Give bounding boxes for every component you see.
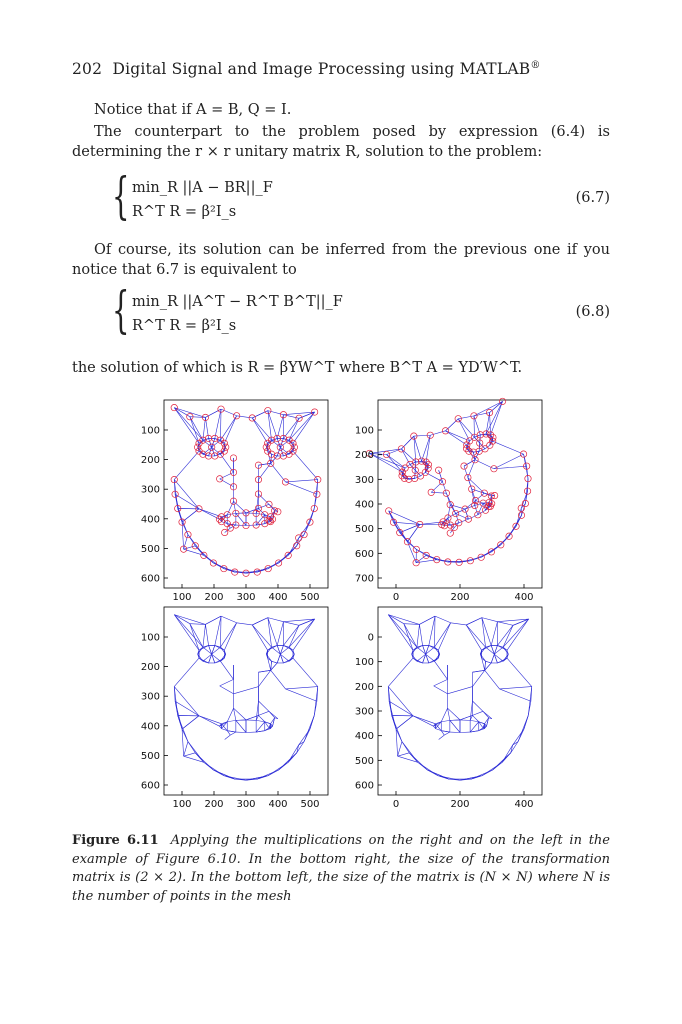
mesh-edge bbox=[500, 687, 532, 689]
mesh-edge bbox=[224, 776, 246, 781]
figure-caption bbox=[72, 832, 610, 906]
caption-label: Figure 6.11 bbox=[72, 833, 159, 848]
mesh-edge bbox=[283, 622, 299, 626]
x-tick-label: 300 bbox=[236, 799, 256, 810]
mesh-edge bbox=[497, 622, 513, 626]
mesh-edge bbox=[174, 658, 199, 686]
mesh-edge bbox=[422, 435, 431, 461]
mesh-edge bbox=[402, 742, 418, 763]
mesh-edge bbox=[190, 624, 203, 647]
x-tick-label: 300 bbox=[236, 592, 256, 603]
mesh-edge bbox=[404, 624, 417, 647]
y-tick-label: 500 bbox=[140, 543, 160, 555]
x-tick-label: 100 bbox=[172, 799, 192, 810]
mesh-edges bbox=[369, 401, 528, 562]
mesh-edge bbox=[174, 615, 199, 651]
mesh-edge bbox=[471, 770, 492, 779]
mesh-edge bbox=[252, 418, 271, 440]
mesh-edge bbox=[388, 658, 413, 686]
mesh-edge bbox=[434, 647, 439, 654]
mesh-edge bbox=[277, 622, 283, 646]
mesh-edge bbox=[293, 619, 315, 650]
mesh-edge bbox=[271, 724, 273, 726]
mesh-edge bbox=[493, 441, 524, 454]
mesh-edge bbox=[236, 513, 246, 525]
paragraph-4: the solution of which is R = βYW^T where B^T A = YD′W^T. bbox=[72, 360, 523, 376]
mesh-edge bbox=[220, 686, 234, 694]
y-tick-label: 500 bbox=[354, 524, 374, 536]
y-tick-label: 500 bbox=[140, 750, 160, 762]
mesh-edge bbox=[401, 436, 413, 449]
equation-number: (6.7) bbox=[575, 190, 610, 206]
y-tick-label: 0 bbox=[367, 632, 374, 644]
mesh-edge bbox=[435, 616, 451, 623]
mesh-edge bbox=[175, 701, 199, 716]
mesh-edge bbox=[258, 504, 268, 508]
y-tick-label: 200 bbox=[140, 455, 160, 467]
mesh-edge bbox=[483, 711, 492, 718]
mesh-edge bbox=[213, 770, 234, 779]
mesh-edge bbox=[236, 720, 246, 732]
mesh-edge bbox=[448, 513, 456, 517]
mesh-edge bbox=[204, 762, 224, 775]
mesh-edge bbox=[448, 505, 450, 518]
equation-line-1: min_R ||A^T − R^T B^T||_F bbox=[132, 294, 343, 310]
mesh-edge bbox=[434, 661, 447, 679]
y-tick-label: 100 bbox=[140, 425, 160, 437]
mesh-edge bbox=[482, 618, 491, 646]
mesh-edge bbox=[419, 616, 435, 624]
mesh-edge bbox=[203, 624, 206, 647]
mesh-edge bbox=[271, 463, 286, 482]
mesh-edge bbox=[182, 729, 184, 756]
mesh-edge bbox=[224, 416, 236, 444]
mesh-edge bbox=[472, 701, 482, 711]
mesh-edge bbox=[396, 729, 398, 756]
mesh-edge bbox=[220, 654, 225, 661]
mesh-edge bbox=[426, 435, 430, 462]
mesh-edge bbox=[271, 454, 272, 463]
mesh-edge bbox=[389, 511, 408, 542]
mesh-edge bbox=[438, 623, 450, 651]
mesh-edge bbox=[258, 670, 270, 672]
x-tick-label: 200 bbox=[450, 799, 470, 810]
mesh-edge bbox=[412, 654, 417, 661]
mesh-edge bbox=[518, 716, 528, 742]
y-tick-label: 400 bbox=[354, 499, 374, 511]
mesh-edges bbox=[388, 615, 532, 781]
mesh-edge bbox=[434, 623, 450, 647]
mesh-edge bbox=[174, 615, 203, 648]
mesh-edge bbox=[503, 647, 508, 654]
mesh-edge bbox=[388, 615, 417, 648]
x-tick-label: 200 bbox=[204, 592, 224, 603]
mesh-edge bbox=[389, 701, 413, 716]
mesh-edge bbox=[450, 720, 460, 732]
mesh-edge bbox=[204, 555, 224, 568]
mesh-edge bbox=[429, 616, 435, 645]
equation-line-2: R^T R = β²I_s bbox=[132, 318, 237, 334]
mesh-edge bbox=[464, 460, 475, 466]
mesh-edge bbox=[486, 661, 492, 663]
mesh-edge bbox=[460, 776, 482, 781]
mesh-edge bbox=[283, 619, 314, 622]
mesh-edge bbox=[178, 716, 182, 730]
mesh-edge bbox=[409, 753, 427, 770]
x-tick-label: 200 bbox=[204, 799, 224, 810]
mesh-plots bbox=[0, 395, 682, 815]
mesh-edge bbox=[220, 616, 221, 647]
mesh-edge bbox=[268, 555, 288, 568]
mesh-edge bbox=[220, 409, 221, 440]
mesh-edges bbox=[174, 615, 318, 781]
mesh-edge bbox=[195, 753, 213, 770]
paragraph-3: Of course, its solution can be inferred from the previous one if you notice that 6.7 is equivalent to bbox=[72, 242, 610, 278]
mesh-edge bbox=[277, 415, 283, 439]
mesh-edge bbox=[198, 654, 203, 661]
mesh-edge bbox=[485, 724, 487, 726]
mesh-edge bbox=[507, 619, 529, 650]
mesh-edge bbox=[199, 509, 222, 517]
mesh-edge bbox=[482, 762, 502, 775]
mesh-edge bbox=[174, 408, 190, 417]
mesh-edge bbox=[184, 753, 196, 756]
mesh-edge bbox=[227, 720, 236, 721]
mesh-edge bbox=[174, 451, 199, 479]
mesh-edge bbox=[491, 654, 494, 663]
mesh-edge bbox=[293, 658, 318, 686]
mesh-edge bbox=[258, 701, 268, 711]
mesh-edge bbox=[188, 535, 204, 556]
mesh-edge bbox=[444, 732, 450, 735]
x-tick-label: 500 bbox=[300, 592, 320, 603]
mesh-edge bbox=[398, 753, 410, 756]
mesh-edge bbox=[268, 618, 272, 648]
mesh-edge bbox=[195, 546, 213, 563]
mesh-edge bbox=[434, 616, 435, 647]
landmark-points bbox=[366, 398, 531, 566]
mesh-edge bbox=[426, 555, 437, 559]
mesh-edge bbox=[464, 466, 468, 477]
mesh-edge bbox=[480, 647, 485, 654]
mesh-edge bbox=[174, 615, 190, 624]
paragraph-1: Notice that if A = B, Q = I. bbox=[94, 102, 292, 118]
mesh-edge bbox=[221, 616, 237, 623]
mesh-edge bbox=[220, 479, 234, 487]
mesh-edge bbox=[271, 663, 277, 670]
x-tick-label: 500 bbox=[300, 799, 320, 810]
mesh-edge bbox=[268, 411, 272, 441]
mesh-edge bbox=[400, 533, 408, 542]
mesh-edge bbox=[438, 776, 460, 781]
mesh-edge bbox=[446, 431, 470, 441]
mesh-edge bbox=[256, 722, 265, 732]
mesh-edge bbox=[279, 546, 297, 563]
mesh-edge bbox=[466, 618, 482, 625]
x-tick-label: 0 bbox=[392, 592, 400, 603]
mesh-edge bbox=[220, 679, 234, 685]
mesh-edge bbox=[398, 742, 402, 757]
equation-line-2: R^T R = β²I_s bbox=[132, 204, 237, 220]
mesh-edge bbox=[219, 726, 221, 728]
y-tick-label: 300 bbox=[140, 691, 160, 703]
mesh-edge bbox=[468, 515, 477, 519]
mesh-edge bbox=[258, 670, 270, 686]
mesh-edge bbox=[286, 480, 318, 482]
x-tick-label: 400 bbox=[514, 592, 534, 603]
mesh-edges bbox=[174, 408, 318, 574]
mesh-edge bbox=[472, 670, 484, 686]
mesh-edge bbox=[279, 753, 297, 770]
mesh-edge bbox=[205, 409, 221, 417]
y-tick-label: 100 bbox=[140, 632, 160, 644]
mesh-edge bbox=[268, 762, 288, 775]
mesh-edge bbox=[271, 670, 286, 689]
mesh-edge bbox=[174, 408, 199, 444]
mesh-edge bbox=[419, 624, 422, 645]
paragraph-2: The counterpart to the problem posed by expression (6.4) is determining the r × r unitary matrix R, solution to the problem: bbox=[72, 124, 610, 160]
y-tick-label: 300 bbox=[354, 474, 374, 486]
mesh-edge bbox=[417, 624, 420, 647]
x-tick-label: 400 bbox=[514, 799, 534, 810]
mesh-edge bbox=[503, 654, 508, 661]
mesh-edge bbox=[434, 686, 448, 694]
y-tick-label: 500 bbox=[354, 755, 374, 767]
mesh-edge bbox=[286, 687, 318, 689]
mesh-edge bbox=[190, 624, 199, 651]
mesh-edge bbox=[418, 762, 438, 775]
mesh-edge bbox=[401, 449, 410, 465]
mesh-edge bbox=[252, 411, 268, 418]
mesh-edge bbox=[220, 647, 225, 654]
mesh-edge bbox=[485, 661, 486, 670]
mesh-edge bbox=[472, 670, 484, 672]
mesh-edge bbox=[283, 412, 314, 415]
mesh-edge bbox=[456, 509, 465, 513]
equation-line-1: min_R ||A − BR||_F bbox=[132, 180, 273, 196]
y-tick-label: 200 bbox=[354, 681, 374, 693]
y-tick-label: 600 bbox=[140, 780, 160, 792]
mesh-edge bbox=[446, 419, 459, 431]
mesh-edge bbox=[220, 623, 236, 647]
bottom-left-plot bbox=[141, 607, 328, 810]
mesh-edge bbox=[190, 417, 203, 440]
mesh-edge bbox=[482, 618, 498, 622]
mesh-edge bbox=[227, 731, 236, 732]
x-tick-label: 400 bbox=[268, 592, 288, 603]
mesh-edge bbox=[182, 522, 184, 549]
y-tick-label: 400 bbox=[354, 731, 374, 743]
mesh-edge bbox=[479, 443, 480, 451]
y-tick-label: 200 bbox=[140, 662, 160, 674]
mesh-edge bbox=[415, 470, 416, 478]
mesh-edge bbox=[470, 722, 479, 732]
mesh-edge bbox=[272, 661, 278, 663]
running-header bbox=[72, 60, 541, 78]
mesh-edge bbox=[466, 625, 485, 647]
mesh-edge bbox=[396, 716, 413, 729]
mesh-edge bbox=[466, 625, 481, 650]
mesh-edge bbox=[304, 716, 314, 742]
registered-mark: ® bbox=[530, 60, 541, 71]
mesh-edge bbox=[184, 742, 188, 757]
caption-text: Applying the multiplications on the right and on the left in the example of Figure 6.10. In the bottom right, the size of the transformation matrix is (2 × 2). In the bottom left, the size of the matrix is (N × N) where N is the number of points in the mesh bbox=[72, 833, 610, 904]
mesh-edge bbox=[431, 482, 442, 493]
mesh-edge bbox=[293, 451, 318, 479]
mesh-edge bbox=[199, 716, 222, 724]
mesh-edge bbox=[388, 615, 404, 624]
y-tick-label: 200 bbox=[354, 450, 374, 462]
equation-number: (6.8) bbox=[575, 304, 610, 320]
y-tick-label: 100 bbox=[354, 425, 374, 437]
mesh-edge bbox=[286, 482, 317, 494]
equation-6-7 bbox=[112, 167, 610, 228]
mesh-edge bbox=[220, 472, 234, 478]
mesh-edge bbox=[225, 735, 231, 739]
mesh-edge bbox=[415, 462, 416, 470]
mesh-edge bbox=[500, 689, 531, 701]
figure-6-11 bbox=[0, 395, 682, 819]
mesh-edge bbox=[277, 654, 280, 663]
mesh-edge bbox=[258, 463, 270, 465]
mesh-edge bbox=[252, 618, 268, 625]
mesh-edge bbox=[257, 770, 278, 779]
brace-icon: { bbox=[112, 281, 130, 339]
mesh-edge bbox=[252, 625, 271, 647]
equation-6-8 bbox=[112, 281, 610, 342]
mesh-edge bbox=[268, 411, 277, 439]
mesh-edge bbox=[476, 493, 485, 500]
mesh-edge bbox=[434, 679, 448, 685]
mesh-edge bbox=[266, 654, 271, 661]
mesh-edge bbox=[227, 708, 233, 722]
mesh-edge bbox=[234, 687, 259, 694]
mesh-edge bbox=[485, 670, 500, 689]
mesh-edge bbox=[252, 418, 267, 443]
mesh-edge bbox=[289, 647, 294, 654]
mesh-edge bbox=[246, 776, 268, 781]
y-tick-label: 300 bbox=[140, 484, 160, 496]
y-tick-label: 600 bbox=[140, 573, 160, 585]
mesh-edge bbox=[237, 623, 253, 625]
y-tick-label: 100 bbox=[354, 657, 374, 669]
mesh-edge bbox=[441, 708, 447, 722]
mesh-edge bbox=[442, 482, 446, 493]
mesh-edge bbox=[175, 494, 199, 509]
mesh-edge bbox=[388, 615, 413, 651]
y-tick-label: 600 bbox=[354, 780, 374, 792]
mesh-edge bbox=[404, 624, 413, 651]
mesh-edge bbox=[182, 716, 199, 729]
mesh-edge bbox=[271, 661, 272, 670]
mesh-edge bbox=[258, 711, 268, 715]
mesh-edge bbox=[269, 711, 278, 718]
mesh-edge bbox=[413, 716, 436, 724]
mesh-edge bbox=[441, 731, 450, 732]
mesh-edge bbox=[215, 409, 221, 438]
mesh-edge bbox=[220, 661, 233, 679]
mesh-edge bbox=[427, 770, 448, 779]
plot-frame bbox=[378, 400, 542, 588]
mesh-edge bbox=[482, 618, 486, 648]
y-tick-label: 400 bbox=[140, 721, 160, 733]
mesh-edge bbox=[433, 726, 435, 728]
mesh-edge bbox=[413, 716, 434, 726]
top-left-plot bbox=[141, 400, 328, 603]
mesh-edge bbox=[286, 689, 317, 701]
mesh-edge bbox=[199, 716, 220, 726]
top-right-plot bbox=[355, 398, 542, 603]
mesh-edge bbox=[485, 663, 491, 670]
mesh-edge bbox=[221, 409, 237, 416]
mesh-edge bbox=[268, 618, 277, 646]
mesh-edge bbox=[258, 494, 268, 504]
x-tick-label: 0 bbox=[392, 799, 400, 810]
landmark-point bbox=[171, 404, 177, 410]
mesh-edge bbox=[414, 435, 430, 436]
mesh-edge bbox=[174, 408, 203, 441]
mesh-edge bbox=[190, 417, 199, 444]
page-number: 202 bbox=[72, 60, 103, 79]
mesh-edge bbox=[215, 616, 221, 645]
y-tick-label: 400 bbox=[140, 514, 160, 526]
mesh-edge bbox=[480, 435, 481, 443]
mesh-edge bbox=[493, 753, 511, 770]
y-tick-label: 700 bbox=[354, 573, 374, 585]
brace-icon: { bbox=[112, 167, 130, 225]
mesh-edge bbox=[497, 619, 528, 622]
x-tick-label: 400 bbox=[268, 799, 288, 810]
y-tick-label: 300 bbox=[354, 706, 374, 718]
mesh-edge bbox=[205, 616, 221, 624]
mesh-edge bbox=[205, 624, 208, 645]
mesh-edge bbox=[439, 735, 445, 739]
mesh-edge bbox=[446, 431, 467, 445]
mesh-edge bbox=[252, 625, 267, 650]
mesh-edge bbox=[465, 501, 476, 510]
mesh-edge bbox=[227, 513, 236, 514]
mesh-edge bbox=[431, 492, 446, 493]
mesh-edge bbox=[475, 451, 479, 459]
landmark-point bbox=[386, 508, 392, 514]
mesh-edge bbox=[188, 742, 204, 763]
mesh-edge bbox=[289, 654, 294, 661]
y-tick-label: 600 bbox=[354, 548, 374, 560]
mesh-edge bbox=[451, 623, 467, 625]
mesh-edge bbox=[448, 687, 473, 694]
mesh-edge bbox=[266, 647, 271, 654]
mesh-edge bbox=[509, 515, 521, 536]
mesh-edge bbox=[507, 658, 532, 686]
mesh-edge bbox=[491, 622, 497, 646]
x-tick-label: 200 bbox=[450, 592, 470, 603]
bottom-right-plot bbox=[355, 607, 542, 810]
mesh-edge bbox=[220, 416, 236, 440]
x-tick-label: 100 bbox=[172, 592, 192, 603]
mesh-edge bbox=[434, 654, 439, 661]
mesh-edge bbox=[392, 716, 396, 730]
mesh-edge bbox=[472, 711, 482, 715]
mesh-edge bbox=[230, 732, 236, 735]
mesh-edge bbox=[441, 720, 450, 721]
mesh-edge bbox=[480, 654, 485, 661]
mesh-edge bbox=[304, 509, 314, 535]
book-title: Digital Signal and Image Processing using MATLAB bbox=[112, 60, 531, 79]
mesh-edge bbox=[224, 623, 236, 651]
mesh-edge bbox=[268, 618, 284, 622]
